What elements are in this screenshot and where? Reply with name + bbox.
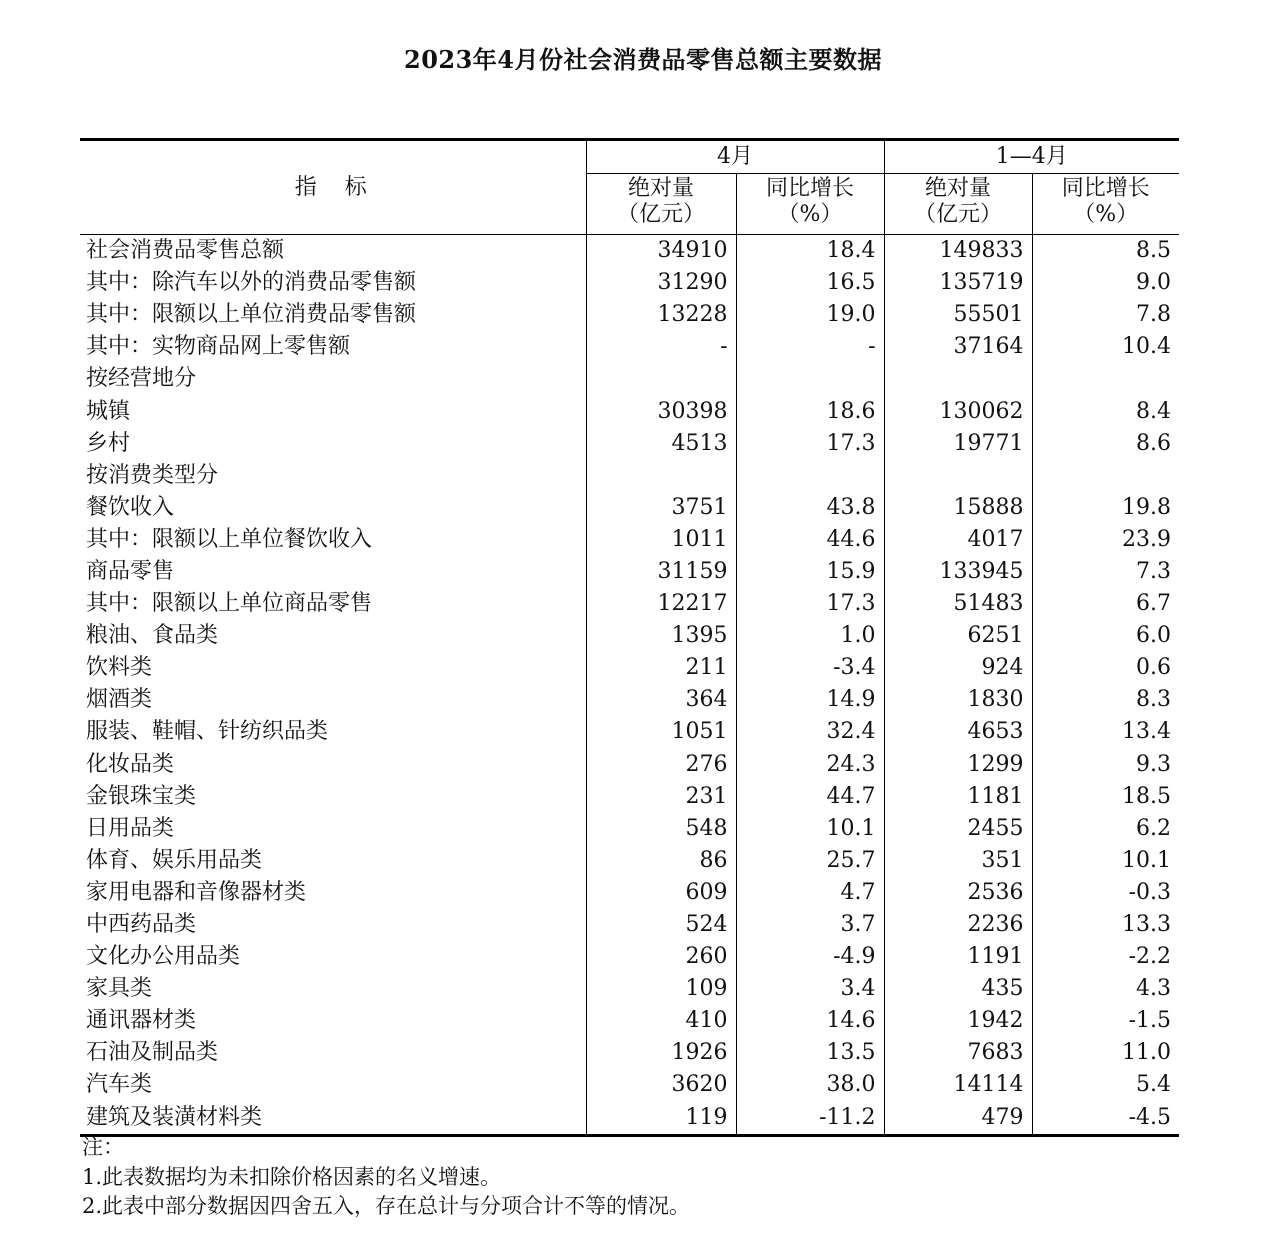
jan-apr-growth-cell: 8.3 [1032, 684, 1179, 716]
april-growth-cell [736, 460, 884, 492]
april-absolute-cell: 609 [586, 877, 736, 909]
jan-apr-absolute-cell: 435 [884, 973, 1032, 1005]
table-row [80, 524, 1179, 556]
jan-apr-absolute-cell: 7683 [884, 1037, 1032, 1069]
table-row [80, 684, 1179, 716]
april-growth-cell: 3.7 [736, 909, 884, 941]
jan-apr-growth-cell: 0.6 [1032, 652, 1179, 684]
row-label: 汽车类 [86, 1072, 153, 1098]
april-growth-cell: -11.2 [736, 1102, 884, 1136]
jan-apr-growth-cell: -1.5 [1032, 1005, 1179, 1037]
april-absolute-cell: 34910 [586, 235, 736, 268]
abs-unit: （亿元） [616, 202, 705, 227]
april-absolute-cell: 13228 [586, 299, 736, 331]
april-absolute-cell: 31159 [586, 556, 736, 588]
april-absolute-cell: 12217 [586, 588, 736, 620]
april-absolute-cell: 276 [586, 749, 736, 781]
april-absolute-cell: 1051 [586, 716, 736, 748]
table-row [80, 460, 1179, 492]
april-absolute-cell [586, 460, 736, 492]
table-row [80, 1069, 1179, 1101]
row-label: 餐饮收入 [86, 494, 175, 520]
table-row [80, 749, 1179, 781]
april-absolute-cell: 231 [586, 781, 736, 813]
abs-header-jan-apr [884, 174, 1032, 235]
table-row [80, 813, 1179, 845]
jan-apr-absolute-cell: 135719 [884, 267, 1032, 299]
jan-apr-absolute-cell: 2236 [884, 909, 1032, 941]
table-row [80, 620, 1179, 652]
april-growth-cell: 13.5 [736, 1037, 884, 1069]
abs-label: 绝对量 [627, 176, 694, 201]
jan-apr-absolute-cell: 55501 [884, 299, 1032, 331]
table-row [80, 877, 1179, 909]
row-label: 其中：除汽车以外的消费品零售额 [86, 270, 417, 296]
row-label: 按消费类型分 [86, 462, 219, 488]
april-absolute-cell: 548 [586, 813, 736, 845]
table-row [80, 395, 1179, 427]
april-growth-cell: 16.5 [736, 267, 884, 299]
notes-heading: 注： [82, 1135, 124, 1159]
jan-apr-absolute-cell: 351 [884, 845, 1032, 877]
april-absolute-cell: 1011 [586, 524, 736, 556]
april-absolute-cell: 31290 [586, 267, 736, 299]
jan-apr-growth-cell: -4.5 [1032, 1102, 1179, 1136]
april-growth-cell: 17.3 [736, 588, 884, 620]
table-row [80, 331, 1179, 363]
row-label: 服装、鞋帽、针纺织品类 [86, 719, 329, 745]
jan-apr-absolute-cell: 2536 [884, 877, 1032, 909]
notes [82, 1133, 690, 1222]
april-growth-cell: 43.8 [736, 492, 884, 524]
table-row [80, 973, 1179, 1005]
april-growth-cell: 17.3 [736, 428, 884, 460]
jan-apr-absolute-cell: 4653 [884, 716, 1032, 748]
table-row [80, 781, 1179, 813]
jan-apr-growth-cell: 9.0 [1032, 267, 1179, 299]
jan-apr-absolute-cell: 2455 [884, 813, 1032, 845]
april-absolute-cell: 364 [586, 684, 736, 716]
jan-apr-growth-cell: 13.3 [1032, 909, 1179, 941]
jan-apr-growth-cell: 13.4 [1032, 716, 1179, 748]
row-label: 日用品类 [86, 815, 175, 841]
april-absolute-cell: 86 [586, 845, 736, 877]
april-growth-cell: 32.4 [736, 716, 884, 748]
table-row [80, 845, 1179, 877]
jan-apr-growth-cell: 6.2 [1032, 813, 1179, 845]
table-row [80, 909, 1179, 941]
row-label: 化妆品类 [86, 751, 175, 777]
row-label: 饮料类 [86, 655, 153, 681]
jan-apr-absolute-cell: 6251 [884, 620, 1032, 652]
row-label: 体育、娱乐用品类 [86, 847, 263, 873]
jan-apr-absolute-cell: 133945 [884, 556, 1032, 588]
april-growth-cell: -4.9 [736, 941, 884, 973]
jan-apr-growth-cell: 8.4 [1032, 395, 1179, 427]
april-growth-cell: 24.3 [736, 749, 884, 781]
jan-apr-growth-cell: 6.0 [1032, 620, 1179, 652]
jan-apr-absolute-cell: 19771 [884, 428, 1032, 460]
april-growth-cell: 18.4 [736, 235, 884, 268]
row-label: 金银珠宝类 [86, 783, 197, 809]
jan-apr-growth-cell: 19.8 [1032, 492, 1179, 524]
april-growth-cell: 3.4 [736, 973, 884, 1005]
april-growth-cell: 44.6 [736, 524, 884, 556]
april-growth-cell: 19.0 [736, 299, 884, 331]
jan-apr-absolute-cell: 15888 [884, 492, 1032, 524]
april-growth-cell: 25.7 [736, 845, 884, 877]
table-header [80, 140, 1179, 235]
note-item: 2.此表中部分数据因四舍五入，存在总计与分项合计不等的情况。 [82, 1194, 691, 1218]
row-label: 按经营地分 [86, 366, 197, 392]
jan-apr-absolute-cell: 1191 [884, 941, 1032, 973]
jan-apr-absolute-cell: 37164 [884, 331, 1032, 363]
april-growth-cell: 10.1 [736, 813, 884, 845]
jan-apr-growth-cell: 18.5 [1032, 781, 1179, 813]
row-label: 石油及制品类 [86, 1040, 219, 1066]
row-label: 其中：限额以上单位餐饮收入 [86, 526, 373, 552]
row-label: 其中：限额以上单位商品零售 [86, 591, 373, 617]
jan-apr-growth-cell: 5.4 [1032, 1069, 1179, 1101]
jan-apr-absolute-cell: 1181 [884, 781, 1032, 813]
growth-label: 同比增长 [765, 176, 854, 201]
jan-apr-absolute-cell: 4017 [884, 524, 1032, 556]
jan-apr-absolute-cell [884, 460, 1032, 492]
jan-apr-growth-cell: 7.3 [1032, 556, 1179, 588]
growth-unit: （%） [777, 202, 843, 227]
table-row [80, 1102, 1179, 1136]
april-absolute-cell: 1395 [586, 620, 736, 652]
april-growth-cell: - [736, 331, 884, 363]
april-growth-cell [736, 363, 884, 395]
jan-apr-growth-cell: 4.3 [1032, 973, 1179, 1005]
april-absolute-cell: 410 [586, 1005, 736, 1037]
row-label: 乡村 [86, 430, 131, 456]
table-row [80, 267, 1179, 299]
growth-label: 同比增长 [1061, 176, 1150, 201]
jan-apr-absolute-cell [884, 363, 1032, 395]
table-row [80, 428, 1179, 460]
april-absolute-cell: 524 [586, 909, 736, 941]
row-label: 文化办公用品类 [86, 944, 241, 970]
jan-apr-absolute-cell: 130062 [884, 395, 1032, 427]
jan-apr-growth-cell: 8.6 [1032, 428, 1179, 460]
april-absolute-cell: 109 [586, 973, 736, 1005]
row-label: 社会消费品零售总额 [86, 238, 285, 264]
april-absolute-cell: 1926 [586, 1037, 736, 1069]
jan-apr-growth-cell: 6.7 [1032, 588, 1179, 620]
april-growth-cell: 18.6 [736, 395, 884, 427]
abs-header-april [586, 174, 736, 235]
table-row [80, 941, 1179, 973]
indicator-header: 指标 [80, 140, 586, 235]
april-absolute-cell: 119 [586, 1102, 736, 1136]
jan-apr-absolute-cell: 479 [884, 1102, 1032, 1136]
april-absolute-cell [586, 363, 736, 395]
jan-apr-growth-cell: 9.3 [1032, 749, 1179, 781]
table-row [80, 652, 1179, 684]
april-growth-cell: 15.9 [736, 556, 884, 588]
april-growth-cell: 44.7 [736, 781, 884, 813]
row-label: 商品零售 [86, 558, 175, 584]
april-growth-cell: 14.6 [736, 1005, 884, 1037]
april-growth-cell: 1.0 [736, 620, 884, 652]
table-row [80, 716, 1179, 748]
jan-apr-absolute-cell: 1830 [884, 684, 1032, 716]
jan-apr-absolute-cell: 924 [884, 652, 1032, 684]
growth-header-jan-apr [1032, 174, 1179, 235]
row-label: 其中：限额以上单位消费品零售额 [86, 302, 417, 328]
april-absolute-cell: 260 [586, 941, 736, 973]
april-absolute-cell: 3620 [586, 1069, 736, 1101]
row-label: 建筑及装潢材料类 [80, 1102, 586, 1136]
jan-apr-growth-cell: 8.5 [1032, 235, 1179, 268]
jan-apr-growth-cell: 7.8 [1032, 299, 1179, 331]
april-absolute-cell: 211 [586, 652, 736, 684]
jan-apr-absolute-cell: 1299 [884, 749, 1032, 781]
note-item: 1.此表数据均为未扣除价格因素的名义增速。 [82, 1164, 502, 1189]
jan-apr-absolute-cell: 149833 [884, 235, 1032, 268]
row-label: 粮油、食品类 [86, 623, 219, 649]
page-title: 2023年4月份社会消费品零售总额主要数据 [404, 45, 882, 74]
jan-apr-growth-cell: -2.2 [1032, 941, 1179, 973]
table-row [80, 235, 1179, 268]
row-label: 家具类 [86, 976, 153, 1002]
table-row [80, 299, 1179, 331]
april-growth-cell: -3.4 [736, 652, 884, 684]
row-label: 通讯器材类 [86, 1008, 197, 1034]
april-growth-cell: 38.0 [736, 1069, 884, 1101]
abs-unit: （亿元） [913, 202, 1002, 227]
row-label: 烟酒类 [86, 687, 153, 713]
growth-header-april [736, 174, 884, 235]
jan-apr-growth-cell: 23.9 [1032, 524, 1179, 556]
jan-apr-growth-cell [1032, 460, 1179, 492]
jan-apr-growth-cell: 10.1 [1032, 845, 1179, 877]
row-label: 中西药品类 [86, 912, 197, 938]
retail-sales-table [80, 138, 1179, 1137]
growth-unit: （%） [1073, 202, 1139, 227]
jan-apr-growth-cell [1032, 363, 1179, 395]
april-absolute-cell: 3751 [586, 492, 736, 524]
row-label: 城镇 [86, 398, 131, 424]
jan-apr-absolute-cell: 14114 [884, 1069, 1032, 1101]
jan-apr-growth-cell: 10.4 [1032, 331, 1179, 363]
group-header-jan-apr: 1—4月 [884, 140, 1179, 174]
row-label: 其中：实物商品网上零售额 [86, 334, 351, 360]
april-absolute-cell: 4513 [586, 428, 736, 460]
jan-apr-growth-cell: -0.3 [1032, 877, 1179, 909]
april-absolute-cell: 30398 [586, 395, 736, 427]
abs-label: 绝对量 [924, 176, 991, 201]
table-row [80, 1005, 1179, 1037]
jan-apr-absolute-cell: 51483 [884, 588, 1032, 620]
table-body [80, 235, 1179, 1136]
jan-apr-growth-cell: 11.0 [1032, 1037, 1179, 1069]
table-row [80, 1037, 1179, 1069]
row-label: 家用电器和音像器材类 [86, 879, 307, 905]
april-growth-cell: 14.9 [736, 684, 884, 716]
april-absolute-cell: - [586, 331, 736, 363]
jan-apr-absolute-cell: 1942 [884, 1005, 1032, 1037]
table-row [80, 363, 1179, 395]
april-growth-cell: 4.7 [736, 877, 884, 909]
table-row [80, 556, 1179, 588]
group-header-april: 4月 [586, 140, 884, 174]
table-row [80, 588, 1179, 620]
table-row [80, 492, 1179, 524]
